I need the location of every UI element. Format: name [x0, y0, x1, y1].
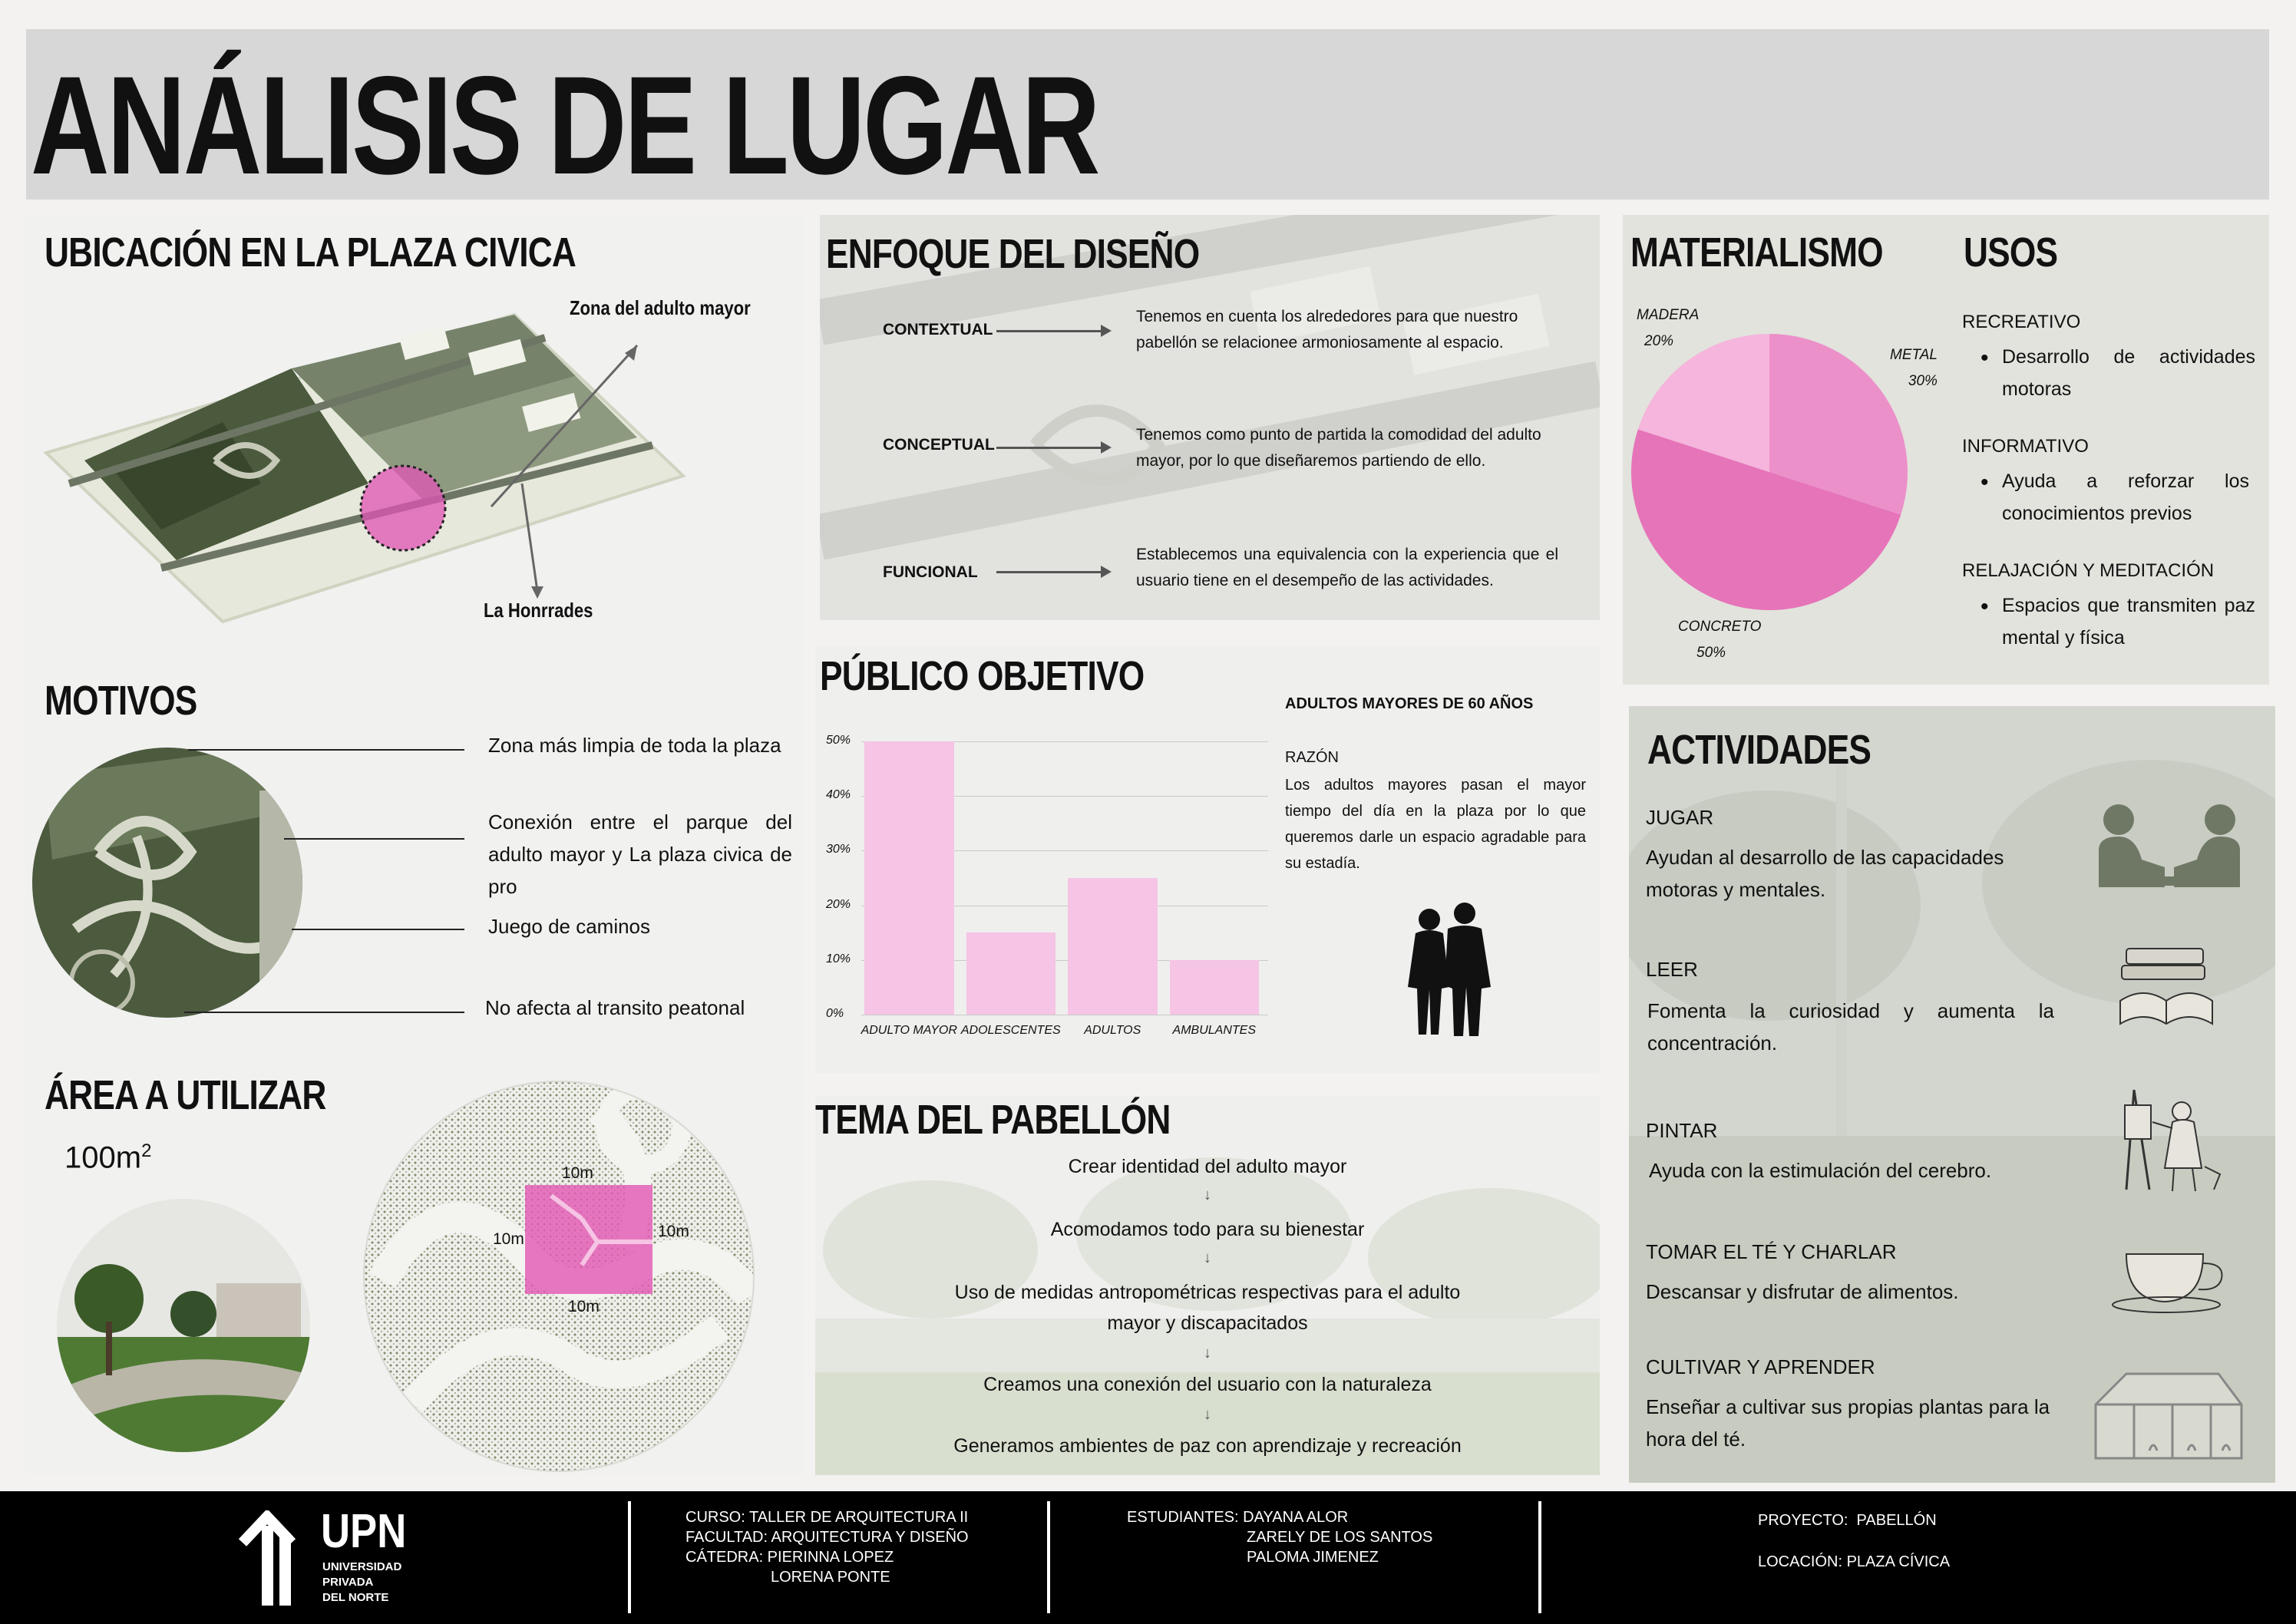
motivo-item-2: Conexión entre el parque del adulto mayor y La plaza civica de pro — [488, 810, 792, 898]
razon-label: RAZÓN — [1285, 749, 1339, 766]
enfoque-heading: ENFOQUE DEL DISEÑO — [826, 231, 1200, 277]
publico-subtitle: ADULTOS MAYORES DE 60 AÑOS — [1285, 695, 1534, 712]
footer-estudiante-3: PALOMA JIMENEZ — [1247, 1549, 1379, 1566]
publico-bar-chart — [815, 723, 1276, 1045]
chart-bar — [864, 741, 954, 1015]
footer-divider-2 — [1047, 1501, 1050, 1613]
enfoque-text-conceptual: Tenemos como punto de partida la comodidad del adulto mayor, por lo que diseñaremos partiendo de ello. — [1136, 426, 1541, 470]
actividad-title-te: TOMAR EL TÉ Y CHARLAR — [1646, 1240, 1897, 1263]
chart-category-label: ADOLESCENTES — [960, 1024, 1061, 1037]
actividad-title-leer: LEER — [1646, 958, 1698, 981]
footer-divider-3 — [1538, 1501, 1541, 1613]
chart-y-tick: 0% — [826, 1007, 844, 1020]
uso-title-relajacion: RELAJACIÓN Y MEDITACIÓN — [1962, 560, 2215, 581]
publico-heading: PÚBLICO OBJETIVO — [820, 653, 1145, 699]
tema-step-2: Acomodamos todo para su bienestar — [1050, 1219, 1365, 1240]
actividad-text-jugar: Ayudan al desarrollo de las capacidades motoras y mentales. — [1646, 846, 2004, 901]
uso-bullet-dot-3: • — [1981, 594, 1989, 619]
area-plan-image — [352, 1081, 766, 1472]
chart-y-tick: 10% — [826, 952, 851, 965]
motivo-item-4: No afecta al transito peatonal — [485, 996, 745, 1019]
area-value: $100m^2$ — [64, 1140, 152, 1175]
zona-adulto-label: Zona del adulto mayor — [570, 296, 751, 319]
footer-catedra-2: LORENA PONTE — [771, 1569, 890, 1586]
uso-bullet-relajacion: Espacios que transmiten paz mental y física — [2002, 595, 2255, 649]
arrow-head-funcional — [1101, 566, 1112, 578]
footer-locacion: LOCACIÓN: PLAZA CÍVICA — [1758, 1553, 1951, 1570]
arrow-head-conceptual — [1101, 441, 1112, 454]
actividad-text-cultivar: Enseñar a cultivar sus propias plantas para la hora del té. — [1646, 1395, 2050, 1451]
footer-curso: CURSO: TALLER DE ARQUITECTURA II — [685, 1509, 969, 1526]
uso-bullet-recreativo: Desarrollo de actividades motoras — [2002, 346, 2255, 400]
motivos-heading: MOTIVOS — [45, 678, 197, 724]
upn-logo-text: UPN — [321, 1505, 407, 1558]
chart-bar — [1170, 960, 1260, 1015]
tema-step-1: Crear identidad del adulto mayor — [1068, 1156, 1347, 1177]
people-table-icon — [2096, 803, 2241, 887]
chart-y-tick: 20% — [826, 897, 851, 911]
footer-proyecto: PROYECTO: PABELLÓN — [1758, 1512, 1937, 1529]
tema-arrow-4: ↓ — [1204, 1406, 1211, 1423]
site-map-arrows — [476, 330, 652, 606]
ubicacion-heading: UBICACIÓN EN LA PLAZA CIVICA — [45, 229, 576, 276]
footer-estudiante-2: ZARELY DE LOS SANTOS — [1247, 1529, 1433, 1546]
dim-top: 10m — [562, 1164, 593, 1182]
chart-y-tick: 50% — [826, 734, 851, 747]
materialismo-heading: MATERIALISMO — [1630, 229, 1883, 276]
tema-arrow-2: ↓ — [1204, 1249, 1211, 1266]
dim-left: 10m — [493, 1230, 524, 1248]
tema-heading: TEMA DEL PABELLÓN — [815, 1097, 1171, 1143]
footer-catedra: CÁTEDRA: PIERINNA LOPEZ — [685, 1549, 894, 1566]
footer-facultad: FACULTAD: ARQUITECTURA Y DISEÑO — [685, 1529, 969, 1546]
enfoque-label-contextual: CONTEXTUAL — [883, 321, 993, 338]
actividad-text-te: Descansar y disfrutar de alimentos. — [1646, 1280, 1959, 1303]
tema-step-5: Generamos ambientes de paz con aprendizaje y recreación — [953, 1435, 1462, 1457]
actividades-heading: ACTIVIDADES — [1647, 727, 1871, 773]
park-photo — [55, 1199, 312, 1452]
enfoque-label-conceptual: CONCEPTUAL — [883, 436, 995, 454]
material-pie-chart — [1627, 330, 1911, 614]
motivo-line-4 — [184, 1012, 464, 1013]
teacup-icon — [2111, 1239, 2234, 1315]
area-heading: ÁREA A UTILIZAR — [45, 1072, 326, 1118]
enfoque-text-contextual: Tenemos en cuenta los alrededores para que nuestro pabellón se relacionee armoniosamente al espacio. — [1136, 308, 1518, 352]
motivo-item-3: Juego de caminos — [488, 915, 651, 938]
usos-heading: USOS — [1964, 229, 2058, 276]
motivo-item-1: Zona más limpia de toda la plaza — [488, 734, 781, 757]
upn-logo-subtitle: UNIVERSIDAD PRIVADA DEL NORTE — [322, 1560, 402, 1604]
chart-bar — [1068, 878, 1158, 1015]
enfoque-text-funcional: Establecemos una equivalencia con la experiencia que el usuario tiene en el desempeño de las actividades. — [1136, 546, 1558, 589]
motivo-line-3 — [292, 929, 464, 930]
enfoque-label-funcional: FUNCIONAL — [883, 563, 978, 581]
footer-estudiantes: ESTUDIANTES: DAYANA ALOR — [1127, 1509, 1349, 1526]
elderly-couple-icon — [1397, 903, 1497, 1045]
arrow-head-contextual — [1101, 325, 1112, 337]
chart-category-label: AMBULANTES — [1172, 1024, 1256, 1037]
upn-logo-icon — [235, 1510, 319, 1607]
arrow-funcional — [996, 571, 1101, 573]
painter-icon — [2119, 1082, 2226, 1197]
page-title: ANÁLISIS DE LUGAR — [31, 47, 1098, 203]
tema-arrow-1: ↓ — [1204, 1187, 1211, 1203]
actividad-title-cultivar: CULTIVAR Y APRENDER — [1646, 1355, 1875, 1378]
honrrades-label: La Honrrades — [484, 599, 593, 622]
motivos-circle-image — [29, 744, 313, 1021]
arrow-contextual — [996, 330, 1101, 332]
tema-arrow-3: ↓ — [1204, 1345, 1211, 1362]
tema-step-3: Uso de medidas antropométricas respectivas para el adulto mayor y discapacitados — [954, 1282, 1461, 1334]
motivo-line-2 — [284, 838, 464, 840]
chart-bar — [966, 932, 1056, 1015]
footer-divider-1 — [628, 1501, 631, 1613]
dim-bottom: 10m — [568, 1298, 600, 1315]
books-icon — [2116, 941, 2215, 1033]
chart-category-label: ADULTOS — [1084, 1024, 1141, 1037]
uso-bullet-dot-2: • — [1981, 470, 1989, 495]
dim-right: 10m — [658, 1223, 689, 1240]
uso-title-informativo: INFORMATIVO — [1962, 436, 2089, 457]
actividad-text-leer: Fomenta la curiosidad y aumenta la concentración. — [1647, 999, 2054, 1055]
pie-label-metal: METAL 30% — [1890, 347, 1938, 389]
uso-bullet-informativo: Ayuda a reforzar los conocimientos previos — [2002, 470, 2249, 524]
motivo-line-1 — [188, 749, 464, 751]
actividad-text-pintar: Ayuda con la estimulación del cerebro. — [1649, 1159, 1992, 1182]
greenhouse-icon — [2088, 1366, 2249, 1463]
razon-text: Los adultos mayores pasan el mayor tiempo del día en la plaza por lo que queremos darle un espacio agradable para su estadía. — [1285, 777, 1586, 872]
chart-y-tick: 40% — [826, 788, 851, 802]
chart-y-tick: 30% — [826, 843, 851, 857]
pie-label-madera: MADERA 20% — [1637, 307, 1700, 349]
tema-step-4: Creamos una conexión del usuario con la naturaleza — [983, 1374, 1432, 1395]
uso-title-recreativo: RECREATIVO — [1962, 312, 2081, 332]
actividad-title-pintar: PINTAR — [1646, 1119, 1718, 1142]
chart-category-label: ADULTO MAYOR — [861, 1024, 957, 1037]
pie-label-concreto: CONCRETO 50% — [1678, 619, 1762, 661]
arrow-conceptual — [996, 447, 1101, 449]
uso-bullet-dot-1: • — [1981, 345, 1989, 371]
actividad-title-jugar: JUGAR — [1646, 806, 1714, 829]
